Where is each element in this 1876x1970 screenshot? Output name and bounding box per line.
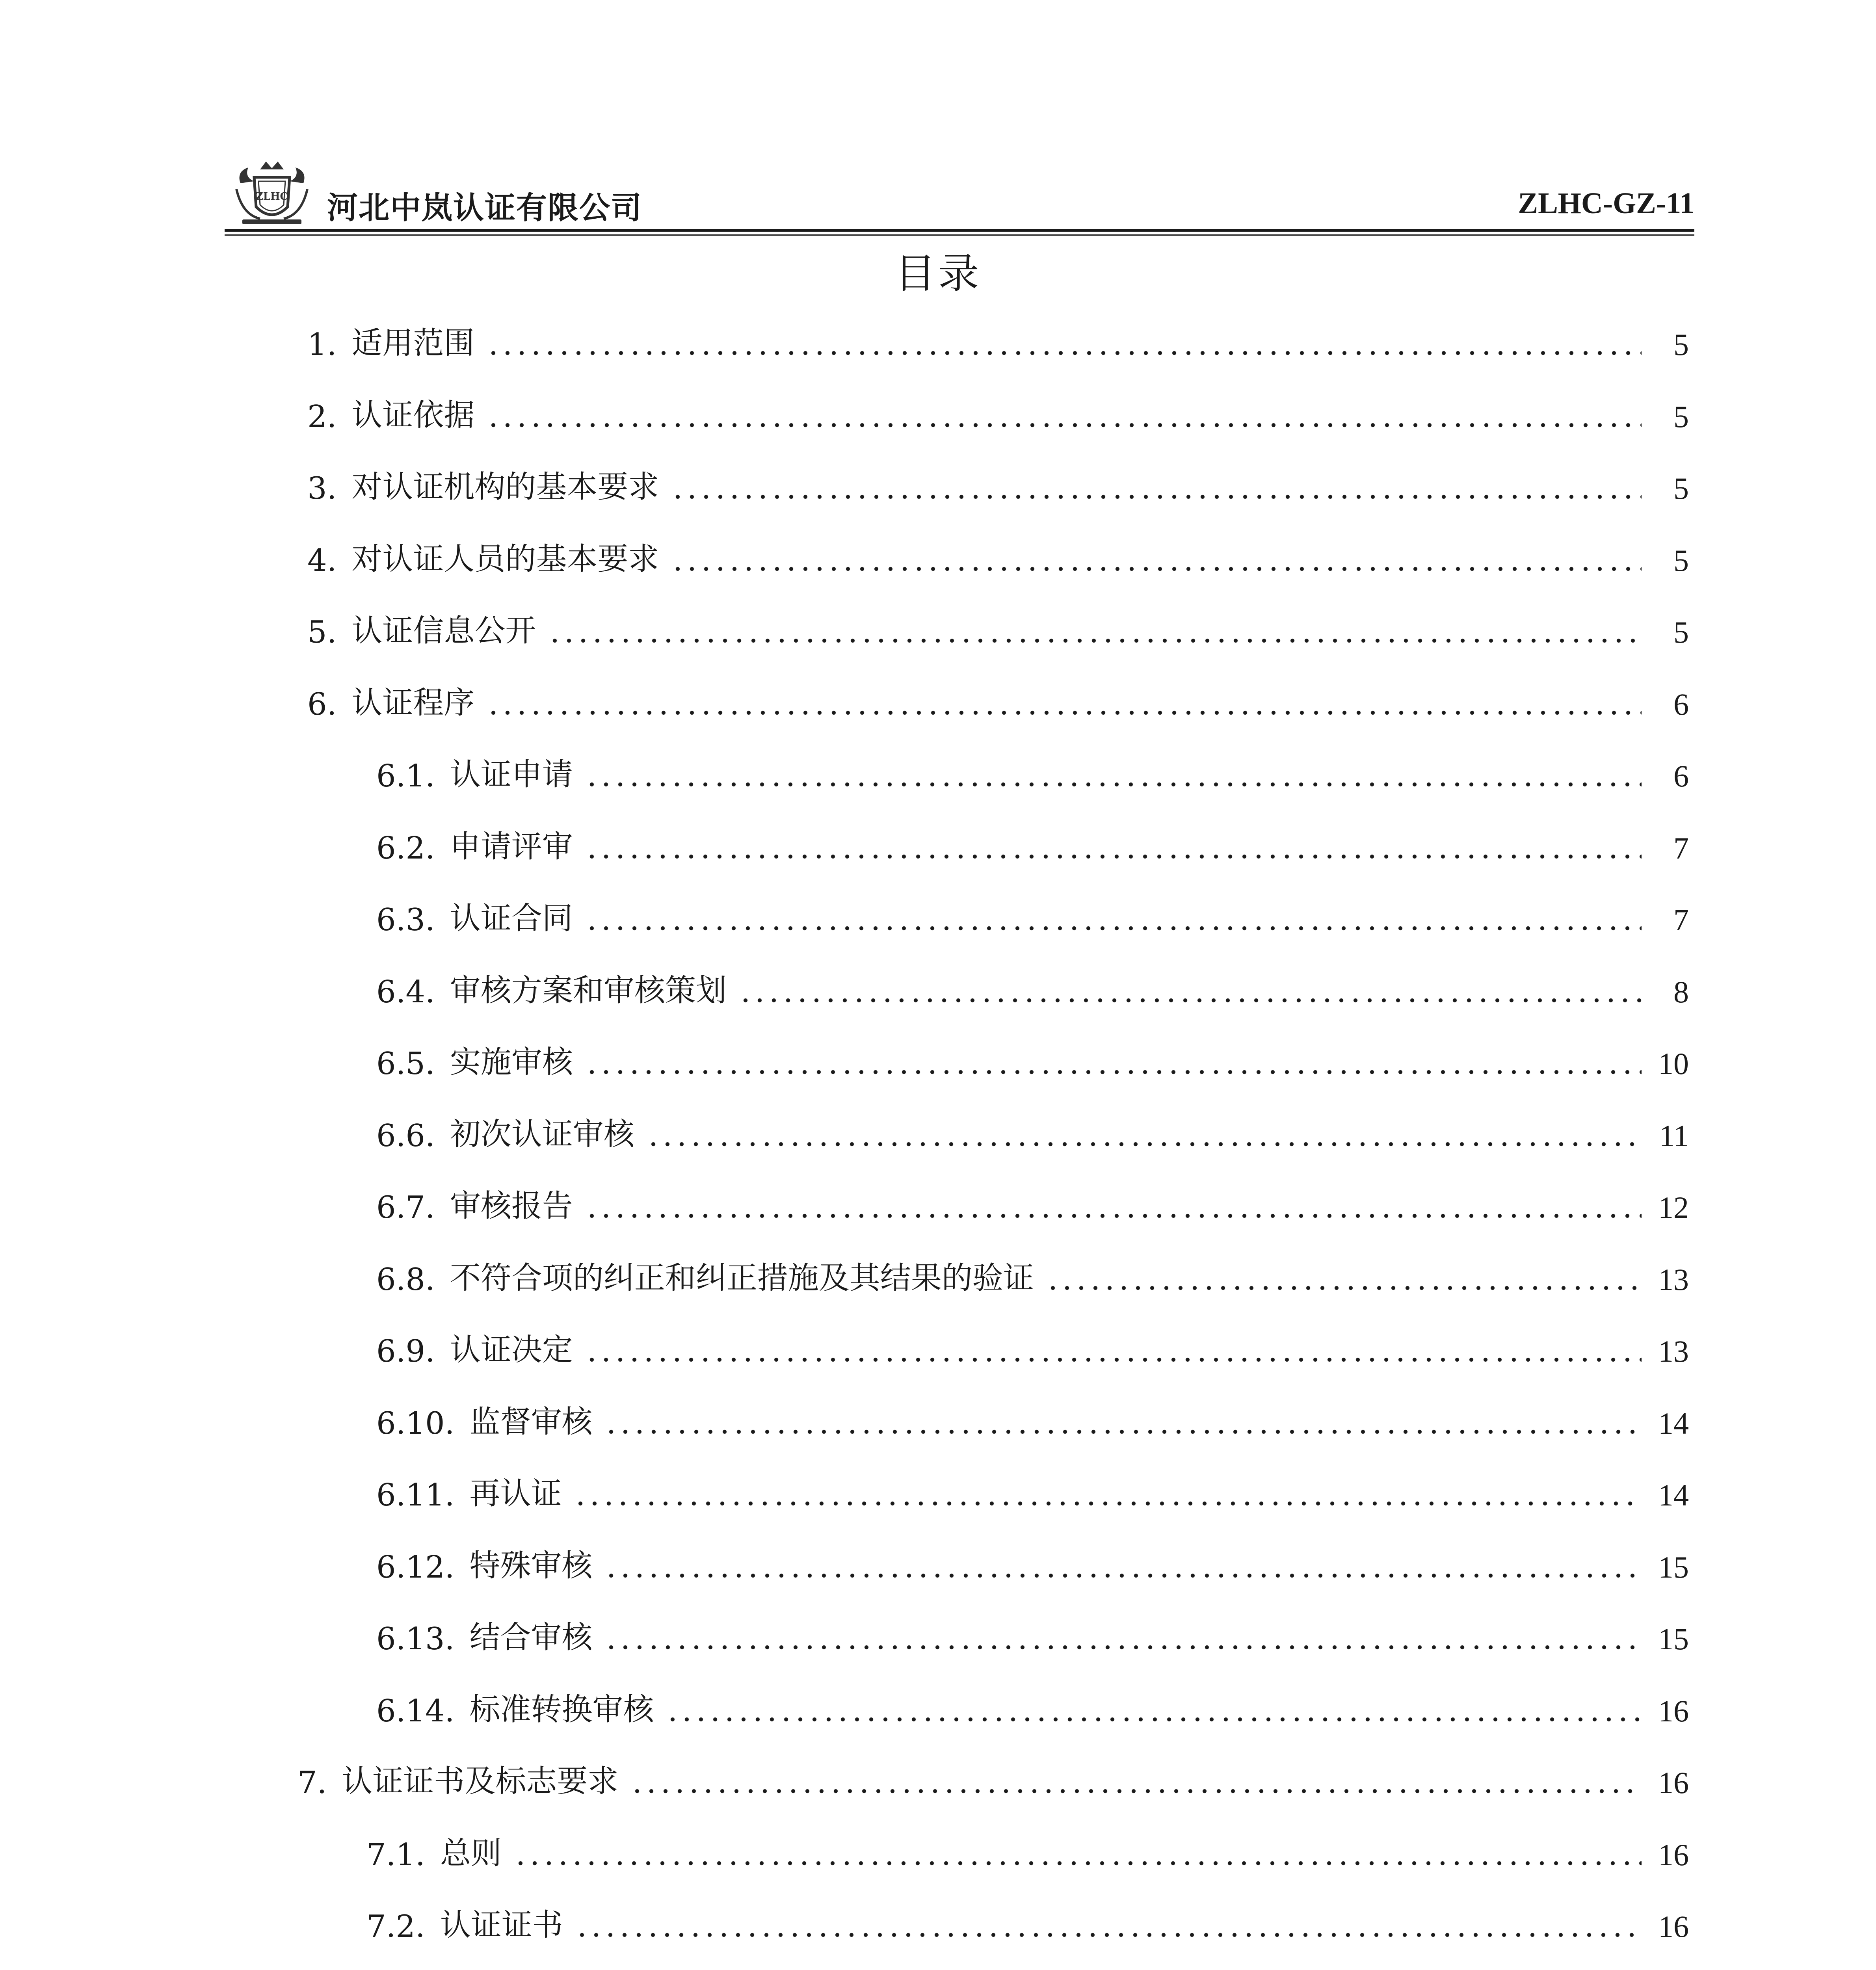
toc-entry-number: 6.7. <box>376 1190 435 1225</box>
toc-entry-number: 6.8. <box>376 1262 435 1297</box>
toc-entry-page: 5 <box>1673 399 1689 434</box>
company-name: 河北中岚认证有限公司 <box>327 190 643 226</box>
toc-dot-leader <box>630 1789 1642 1793</box>
toc-entry[interactable] <box>307 611 1689 650</box>
toc-dot-leader <box>646 1142 1642 1147</box>
toc-entry-page: 5 <box>1673 615 1689 649</box>
toc-entry-number: 6. <box>307 686 337 722</box>
toc-dot-leader <box>585 1214 1642 1218</box>
toc-dot-leader <box>604 1573 1642 1578</box>
toc-entry-number: 3. <box>307 471 337 506</box>
toc-entry-label: 实施审核 <box>450 1044 573 1080</box>
toc-entry[interactable] <box>376 1114 1689 1154</box>
toc-entry-page: 6 <box>1673 759 1689 793</box>
toc-entry-number: 7. <box>297 1765 327 1801</box>
toc-entry-number: 6.2. <box>376 830 435 866</box>
toc-entry-page: 14 <box>1658 1406 1689 1440</box>
toc-dot-leader <box>548 638 1642 643</box>
toc-entry-page: 8 <box>1673 974 1689 1009</box>
toc-dot-leader <box>573 1501 1642 1506</box>
toc-entry-number: 2. <box>307 399 337 435</box>
toc-dot-leader <box>666 1717 1642 1722</box>
toc-entry-page: 16 <box>1658 1909 1689 1944</box>
toc-entry-label: 认证依据 <box>351 397 475 433</box>
toc-entry[interactable] <box>376 1546 1689 1585</box>
toc-entry-label: 对认证机构的基本要求 <box>351 469 659 505</box>
toc-entry-label: 对认证人员的基本要求 <box>351 541 659 577</box>
toc-entry[interactable] <box>376 970 1689 1010</box>
toc-entry-label: 不符合项的纠正和纠正措施及其结果的验证 <box>450 1260 1034 1296</box>
toc-entry-label: 认证证书 <box>440 1907 563 1943</box>
toc-entry[interactable] <box>376 1689 1689 1729</box>
toc-entry-label: 审核方案和审核策划 <box>450 972 727 1008</box>
toc-entry-page: 7 <box>1673 903 1689 937</box>
toc-entry[interactable] <box>376 755 1689 794</box>
toc-entry-number: 6.6. <box>376 1118 435 1154</box>
toc-dot-leader <box>585 854 1642 859</box>
toc-entry-page: 10 <box>1658 1046 1689 1081</box>
toc-entry-label: 适用范围 <box>351 325 475 361</box>
toc-entry-page: 6 <box>1673 687 1689 721</box>
toc-entry[interactable] <box>376 827 1689 866</box>
toc-entry-page: 7 <box>1673 831 1689 865</box>
toc-entry-number: 6.11. <box>376 1478 455 1513</box>
toc-entry-page: 5 <box>1673 471 1689 506</box>
toc-entry-number: 6.4. <box>376 974 435 1010</box>
toc-entry[interactable] <box>307 539 1689 578</box>
toc-entry[interactable] <box>376 1474 1689 1513</box>
toc-entry-page: 12 <box>1658 1190 1689 1225</box>
toc-dot-leader <box>486 423 1642 427</box>
toc-entry[interactable] <box>376 1258 1689 1297</box>
toc-entry-number: 6.1. <box>376 758 435 794</box>
toc-entry-page: 13 <box>1658 1334 1689 1368</box>
toc-entry-page: 16 <box>1658 1693 1689 1728</box>
toc-entry-label: 总则 <box>440 1835 502 1871</box>
toc-entry-label: 认证信息公开 <box>351 613 536 649</box>
toc-dot-leader <box>1046 1286 1642 1290</box>
toc-entry-label: 认证程序 <box>351 685 475 721</box>
toc-dot-leader <box>604 1645 1642 1650</box>
toc-entry[interactable] <box>307 467 1689 506</box>
toc-entry-label: 监督审核 <box>469 1404 593 1440</box>
toc-entry-label: 结合审核 <box>469 1620 593 1655</box>
toc-entry[interactable] <box>376 898 1689 938</box>
toc-dot-leader <box>513 1861 1642 1866</box>
toc-entry-label: 审核报告 <box>450 1188 573 1224</box>
toc-entry[interactable] <box>376 1330 1689 1369</box>
toc-title: 目录 <box>894 249 982 297</box>
toc-dot-leader <box>671 494 1642 499</box>
toc-dot-leader <box>585 1070 1642 1074</box>
toc-dot-leader <box>738 998 1642 1003</box>
toc-dot-leader <box>585 782 1642 787</box>
toc-entry-label: 申请评审 <box>450 829 573 864</box>
toc-entry-number: 7.1. <box>366 1837 425 1873</box>
toc-entry-page: 15 <box>1658 1550 1689 1584</box>
toc-entry-label: 认证决定 <box>450 1332 573 1368</box>
toc-entry-number: 6.12. <box>376 1549 455 1585</box>
toc-entry[interactable] <box>297 1761 1689 1801</box>
toc-entry[interactable] <box>307 683 1689 722</box>
toc-entry-number: 6.3. <box>376 902 435 938</box>
toc-dot-leader <box>671 567 1642 571</box>
toc-entry-label: 认证申请 <box>450 757 573 792</box>
toc-entry-label: 标准转换审核 <box>469 1691 654 1727</box>
toc-entry-label: 认证证书及标志要求 <box>342 1764 619 1799</box>
toc-entry[interactable] <box>376 1186 1689 1225</box>
toc-dot-leader <box>585 926 1642 931</box>
toc-dot-leader <box>604 1429 1642 1434</box>
toc-entry-page: 5 <box>1673 543 1689 578</box>
toc-entry-page: 16 <box>1658 1766 1689 1800</box>
toc-entry-label: 认证合同 <box>450 901 573 936</box>
toc-entry-number: 5. <box>307 615 337 650</box>
toc-entry-label: 特殊审核 <box>469 1548 593 1583</box>
toc-entry-page: 11 <box>1659 1118 1689 1153</box>
toc-entry-page: 16 <box>1658 1837 1689 1872</box>
toc-entry[interactable] <box>376 1402 1689 1441</box>
toc-entry[interactable] <box>307 323 1689 362</box>
toc-entry-number: 6.14. <box>376 1693 455 1729</box>
toc-entry-page: 5 <box>1673 327 1689 362</box>
toc-entry-number: 6.13. <box>376 1621 455 1657</box>
toc-entry-number: 6.9. <box>376 1334 435 1369</box>
toc-entry-number: 4. <box>307 543 337 578</box>
logo-lettering: ZLHC <box>255 191 288 203</box>
toc-entry[interactable] <box>366 1833 1689 1873</box>
toc-entry-number: 1. <box>307 327 337 362</box>
toc-entry-label: 再认证 <box>469 1476 562 1511</box>
toc-entry-number: 6.10. <box>376 1405 455 1441</box>
document-number: ZLHC-GZ-11 <box>1518 187 1694 220</box>
toc-dot-leader <box>585 1357 1642 1362</box>
toc-entry[interactable] <box>366 1905 1689 1944</box>
toc-dot-leader <box>486 710 1642 715</box>
toc-entry-page: 14 <box>1658 1478 1689 1512</box>
toc-entry-number: 6.5. <box>376 1046 435 1082</box>
toc-entry-number: 7.2. <box>366 1909 425 1944</box>
toc-dot-leader <box>486 351 1642 355</box>
toc-entry-page: 13 <box>1658 1262 1689 1297</box>
toc-entry-label: 初次认证审核 <box>450 1116 634 1152</box>
toc-entry[interactable] <box>376 1617 1689 1657</box>
toc-entry[interactable] <box>307 395 1689 435</box>
toc-entry[interactable] <box>376 1042 1689 1082</box>
toc-dot-leader <box>575 1933 1642 1937</box>
toc-entry-page: 15 <box>1658 1622 1689 1656</box>
